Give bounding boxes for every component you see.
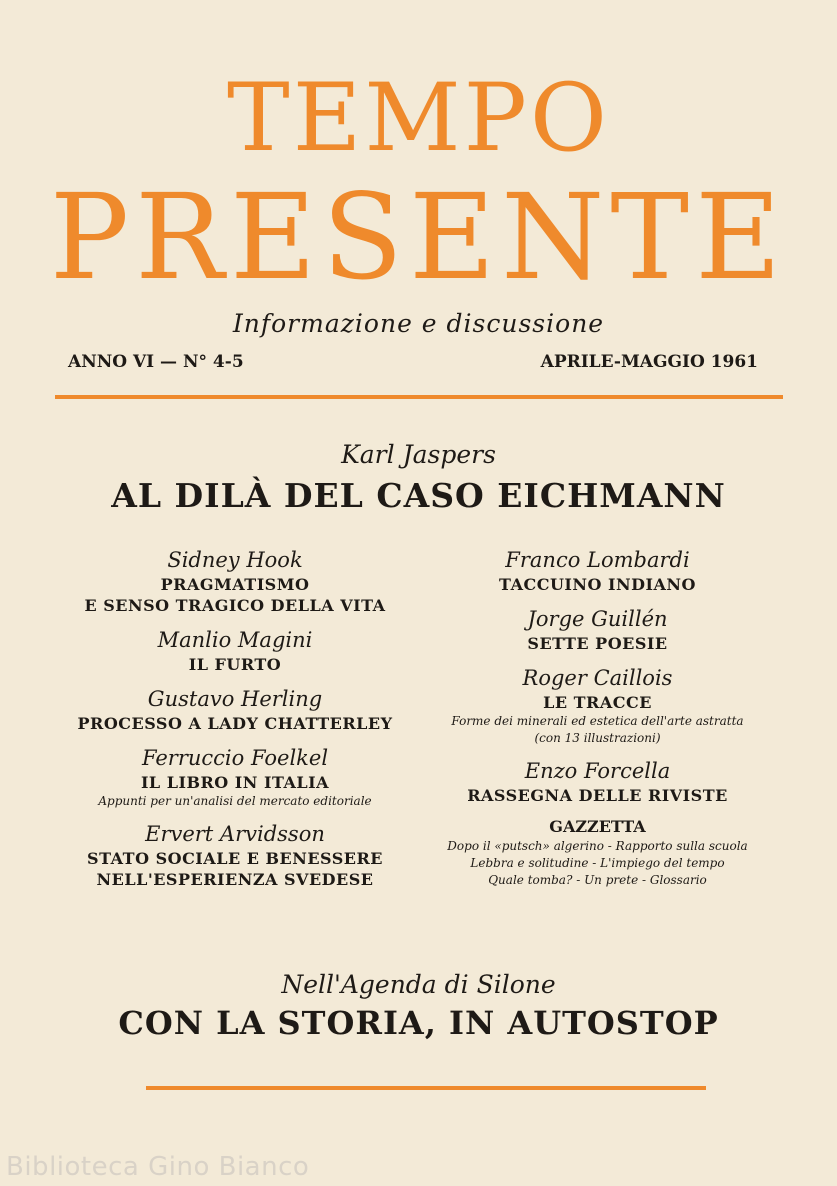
article-note: (con 13 illustrazioni): [534, 731, 661, 745]
top-rule: [55, 395, 783, 399]
article-entry: [425, 605, 770, 654]
issue-date: APRILE-MAGGIO 1961: [540, 352, 758, 372]
article-author: Ferruccio Foelkel: [141, 746, 329, 770]
article-entry: [60, 546, 410, 616]
article-title: PRAGMATISMO: [160, 575, 310, 594]
article-title: STATO SOCIALE E BENESSERE: [87, 849, 383, 868]
article-entry: [60, 820, 410, 890]
article-title: SETTE POESIE: [527, 634, 668, 653]
article-entry: [60, 744, 410, 810]
article-entry: [425, 757, 770, 806]
issue-number: ANNO VI — N° 4-5: [68, 352, 244, 372]
article-entry: [60, 685, 410, 734]
feature-author: Karl Jaspers: [341, 440, 496, 469]
agenda-author: Nell'Agenda di Silone: [281, 970, 556, 999]
right-column: [425, 546, 770, 899]
article-author: Enzo Forcella: [524, 759, 671, 783]
article-note: Forme dei minerali ed estetica dell'arte astratta: [451, 714, 744, 728]
library-watermark: Biblioteca Gino Bianco: [6, 1152, 310, 1182]
article-author: Sidney Hook: [167, 548, 303, 572]
article-entry: [425, 546, 770, 595]
agenda-title: CON LA STORIA, IN AUTOSTOP: [118, 1004, 719, 1042]
masthead-line-2: PRESENTE: [49, 168, 788, 306]
article-title: PROCESSO A LADY CHATTERLEY: [77, 714, 393, 733]
article-title: IL FURTO: [188, 655, 282, 674]
bottom-rule: [146, 1086, 706, 1090]
gazzetta-line: Dopo il «putsch» algerino - Rapporto sulla scuola: [447, 839, 748, 853]
article-title: RASSEGNA DELLE RIVISTE: [467, 786, 728, 805]
article-title: TACCUINO INDIANO: [499, 575, 696, 594]
article-title: IL LIBRO IN ITALIA: [140, 773, 330, 792]
article-title: E SENSO TRAGICO DELLA VITA: [84, 596, 386, 615]
article-author: Ervert Arvidsson: [145, 822, 325, 846]
gazzetta-section: [425, 816, 770, 889]
article-title: NELL'ESPERIENZA SVEDESE: [96, 870, 374, 889]
article-entry: [60, 626, 410, 675]
article-entry: [425, 664, 770, 747]
left-column: [60, 546, 410, 900]
feature-title: AL DILÀ DEL CASO EICHMANN: [111, 476, 726, 515]
article-author: Gustavo Herling: [147, 687, 323, 711]
article-author: Franco Lombardi: [505, 548, 690, 572]
gazzetta-line: Quale tomba? - Un prete - Glossario: [488, 873, 707, 887]
article-author: Manlio Magini: [157, 628, 313, 652]
article-title: LE TRACCE: [543, 693, 652, 712]
masthead-subtitle: Informazione e discussione: [232, 309, 605, 338]
gazzetta-heading: GAZZETTA: [549, 817, 646, 836]
gazzetta-line: Lebbra e solitudine - L'impiego del tempo: [470, 856, 725, 870]
issue-line: [68, 352, 758, 372]
article-author: Roger Caillois: [522, 666, 673, 690]
masthead-line-1: TEMPO: [227, 64, 610, 173]
article-note: Appunti per un'analisi del mercato editoriale: [98, 794, 372, 808]
article-author: Jorge Guillén: [527, 607, 668, 631]
